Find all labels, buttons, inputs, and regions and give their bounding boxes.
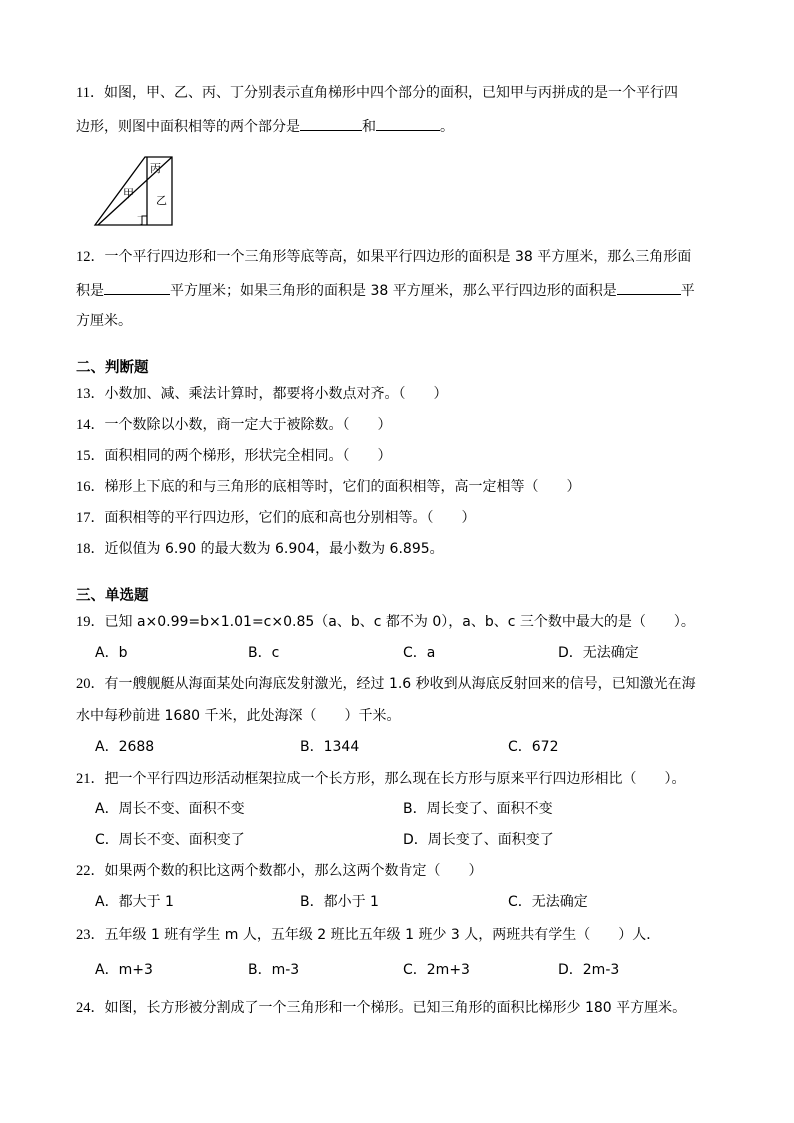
question-number: 11	[76, 85, 90, 101]
question-text: 方厘米。	[76, 313, 132, 329]
option-b[interactable]: B．1344	[300, 739, 360, 755]
question-text: ．面积相同的两个梯形，形状完全相同。（ ）	[90, 448, 392, 464]
question-number: 19	[76, 614, 91, 630]
option-a[interactable]: A．b	[95, 645, 128, 661]
question-number: 14	[76, 417, 91, 433]
option-c[interactable]: C．a	[403, 645, 436, 661]
option-c[interactable]: C．672	[508, 739, 559, 755]
question-text: ．五年级 1 班有学生 m 人，五年级 2 班比五年级 1 班少 3 人，两班共有学生（ ）人．	[90, 927, 661, 943]
question-11-line2	[76, 115, 454, 137]
option-c[interactable]: C．2m+3	[403, 962, 470, 978]
question-12-line2	[76, 279, 695, 301]
question-13	[76, 384, 448, 404]
question-text: ．面积相等的平行四边形，它们的底和高也分别相等。（ ）	[90, 510, 476, 526]
option-a[interactable]: A．2688	[95, 739, 155, 755]
question-text: ．小数加、减、乘法计算时，都要将小数点对齐。（ ）	[90, 386, 448, 402]
label-bing: 丙	[150, 162, 161, 175]
answer-blank[interactable]	[300, 115, 362, 131]
question-22	[76, 861, 483, 881]
question-number: 21	[76, 771, 91, 787]
question-number: 22	[76, 863, 91, 879]
option-a[interactable]: A．m+3	[95, 962, 153, 978]
question-number: 12	[76, 249, 91, 265]
question-12-line1	[76, 247, 691, 267]
option-c[interactable]: C．周长不变、面积变了	[95, 832, 245, 848]
section-title-judgement: 二、判断题	[76, 360, 149, 376]
question-12-line3	[76, 311, 132, 331]
answer-blank[interactable]	[104, 279, 170, 295]
question-number: 20	[76, 676, 91, 692]
question-11-line1	[76, 83, 678, 103]
question-text: 平方厘米；如果三角形的面积是 38 平方厘米，那么平行四边形的面积是	[170, 283, 617, 299]
question-20-line1	[76, 674, 696, 694]
answer-blank[interactable]	[376, 115, 440, 131]
question-20-line2	[76, 706, 401, 726]
option-b[interactable]: B．c	[248, 645, 280, 661]
question-23	[76, 925, 660, 945]
question-number: 13	[76, 386, 91, 402]
question-16	[76, 477, 581, 497]
option-b[interactable]: B．都小于 1	[300, 894, 379, 910]
label-jia: 甲	[123, 187, 134, 200]
option-b[interactable]: B．m-3	[248, 962, 300, 978]
answer-blank[interactable]	[617, 279, 681, 295]
question-15	[76, 446, 392, 466]
question-number: 24	[76, 1000, 91, 1016]
question-number: 16	[76, 479, 91, 495]
question-text: ．如图，甲、乙、丙、丁分别表示直角梯形中四个部分的面积，已知甲与丙拼成的是一个平行四	[89, 85, 678, 101]
question-18	[76, 539, 444, 559]
question-text: ．已知 a×0.99=b×1.01=c×0.85（a、b、c 都不为 0），a、b、c 三个数中最大的是（ ）。	[90, 614, 695, 630]
question-text: ．一个数除以小数，商一定大于被除数。（ ）	[90, 417, 392, 433]
question-text: 水中每秒前进 1680 千米，此处海深（ ）千米。	[76, 708, 401, 724]
question-text: ．如果两个数的积比这两个数都小，那么这两个数肯定（ ）	[90, 863, 483, 879]
question-text: 边形，则图中面积相等的两个部分是	[76, 119, 300, 135]
question-19	[76, 612, 695, 632]
question-24	[76, 998, 686, 1018]
question-text: 平	[680, 283, 695, 299]
option-a[interactable]: A．都大于 1	[95, 894, 174, 910]
question-text: ．有一艘舰艇从海面某处向海底发射激光，经过 1.6 秒收到从海底反射回来的信号，已知激光在海	[90, 676, 696, 692]
option-b[interactable]: B．周长变了、面积不变	[403, 801, 553, 817]
option-c[interactable]: C．无法确定	[508, 894, 588, 910]
label-ding: 丁	[137, 216, 147, 227]
question-14	[76, 415, 392, 435]
question-text: ．把一个平行四边形活动框架拉成一个长方形，那么现在长方形与原来平行四边形相比（ ）。	[90, 771, 686, 787]
question-text: ．如图，长方形被分割成了一个三角形和一个梯形。已知三角形的面积比梯形少 180 平方厘米。	[90, 1000, 687, 1016]
question-17	[76, 508, 476, 528]
question-number: 17	[76, 510, 91, 526]
section-title-single-choice: 三、单选题	[76, 588, 149, 604]
option-a[interactable]: A．周长不变、面积不变	[95, 801, 245, 817]
option-d[interactable]: D．周长变了、面积变了	[403, 832, 554, 848]
question-number: 15	[76, 448, 91, 464]
question-text: 。	[440, 119, 454, 135]
question-text: 和	[362, 119, 376, 135]
question-number: 18	[76, 541, 91, 557]
question-text: ．近似值为 6.90 的最大数为 6.904，最小数为 6.895。	[90, 541, 444, 557]
question-text: ．一个平行四边形和一个三角形等底等高，如果平行四边形的面积是 38 平方厘米，那么三角形面	[90, 249, 692, 265]
question-text: ．梯形上下底的和与三角形的底相等时，它们的面积相等，高一定相等（ ）	[90, 479, 581, 495]
question-text: 积是	[76, 283, 104, 299]
label-yi: 乙	[156, 194, 167, 207]
option-d[interactable]: D．无法确定	[558, 645, 639, 661]
option-d[interactable]: D．2m-3	[558, 962, 620, 978]
question-number: 23	[76, 927, 91, 943]
trapezoid-figure	[90, 150, 190, 228]
question-21	[76, 769, 686, 789]
